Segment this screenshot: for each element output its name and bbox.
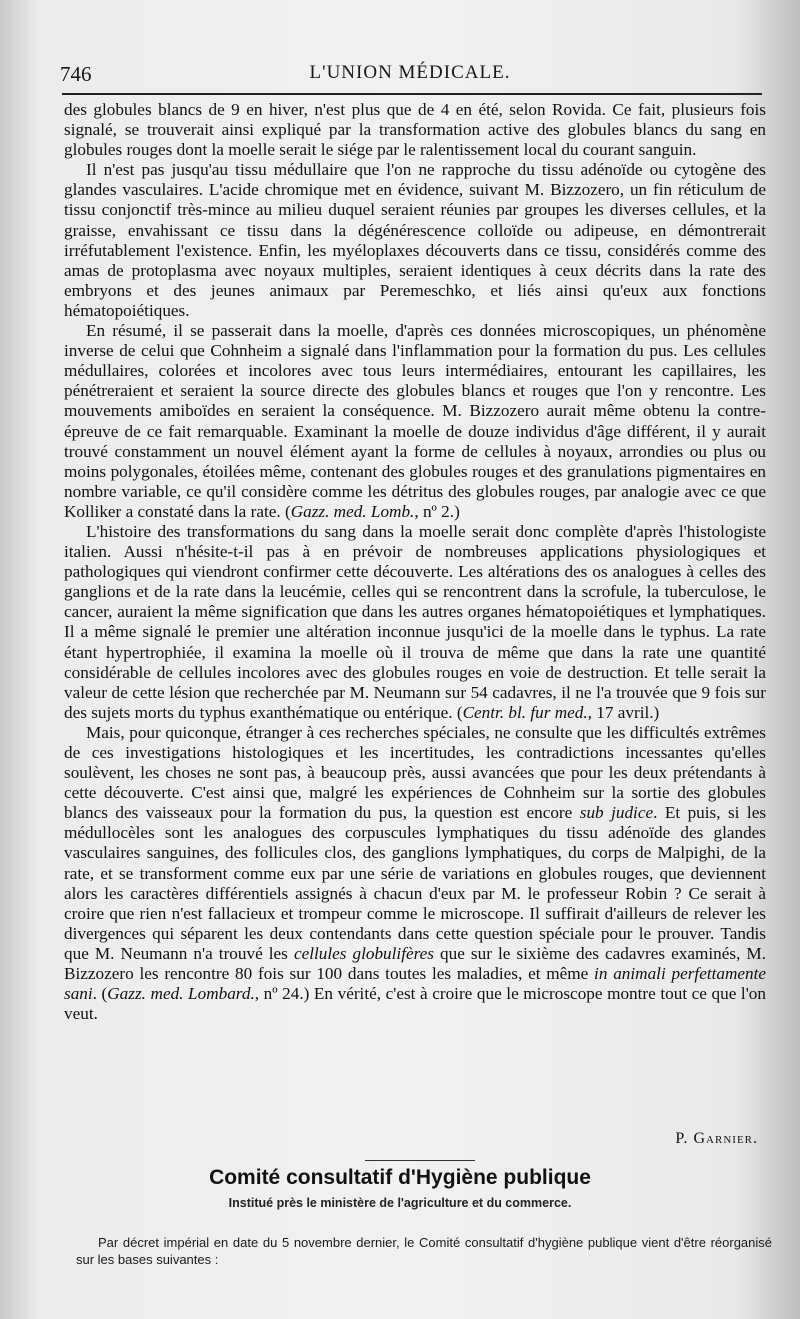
citation-centr-bl: Centr. bl. fur med. bbox=[462, 702, 588, 722]
paragraph-3-end: , nº 2.) bbox=[414, 501, 460, 521]
decree-paragraph: Par décret impérial en date du 5 novembre dernier, le Comité consultatif d'hygiène publique vient d'être réorganisé sur les bases suivantes : bbox=[76, 1235, 772, 1267]
section-subheading: Institué près le ministère de l'agriculture et du commerce. bbox=[228, 1196, 572, 1210]
paragraph-1: des globules blancs de 9 en hiver, n'est plus que de 4 en été, selon Rovida. Ce fait, plusieurs fois signalé, se trouverait ainsi expliqué par la transformation active des globules blancs du sang en globules rouges dont la moelle serait le siége par le ralentissement local du courant sanguin. bbox=[64, 100, 766, 160]
section-heading: Comité consultatif d'Hygiène publique bbox=[209, 1166, 591, 1189]
author-signature: P. Garnier. bbox=[675, 1130, 758, 1147]
paragraph-5-end: , nº 24.) En vérité, c'est à croire que le microscope montre tout ce que l'on veut. bbox=[64, 984, 766, 1024]
paragraph-5-text-4: . ( bbox=[92, 984, 108, 1004]
paragraph-4 bbox=[64, 522, 766, 723]
paragraph-3 bbox=[64, 321, 766, 522]
paragraph-5 bbox=[64, 723, 766, 1024]
paragraph-5-text-2: . Et puis, si les médullocèles sont les analogues des corpuscules lymphatiques du tissu adénoïde des glandes vasculaires sanguines, des follicules clos, des ganglions lymphatiques, du corps de Malpighi, de la rate, et se transforment comme eux par une série de variations en globules rouges, que deviennent alors les caractères différentiels assignés à chacun d'eux par M. le professeur Robin ? Ce serait à croire que rien n'est fallacieux et trompeur comme le microscope. Il suffirait d'ailleurs de relever les divergences qui séparent les deux contendants dans cette question spéciale pour le prouver. Tandis que M. Neumann n'a trouvé les bbox=[64, 803, 767, 963]
paragraph-3-text: En résumé, il se passerait dans la moelle, d'après ces données microscopiques, un phénomène inverse de celui que Cohnheim a signalé dans l'inflammation pour la formation du pus. Les cellules médullaires, colorées et incolores avec tous leurs intermédiaires, entourant les capillaires, les pénétreraient et seraient la source directe des globules blancs et rouges que l'on y rencontre. Les mouvements amiboïdes en seraient la conséquence. M. Bizzozero aurait même obtenu la contre-épreuve de ce fait remarquable. Examinant la moelle de douze individus d'âge différent, il y aurait trouvé constamment un nouvel élément ayant la forme de cellules à noyaux, arrondies ou plus ou moins polygonales, étoilées même, contenant des globules rouges et des granulations pigmentaires en nombre variable, ce qu'il considère comme les détritus des globules rouges, par analogie avec ce que Kolliker a constaté dans la rate. ( bbox=[64, 321, 766, 521]
page-header bbox=[60, 62, 760, 88]
paragraph-4-end: , 17 avril.) bbox=[587, 702, 660, 722]
page-number: 746 bbox=[60, 62, 92, 86]
paragraph-4-text: L'histoire des transformations du sang dans la moelle serait donc complète d'après l'histologiste italien. Aussi n'hésite-t-il pas à en prévoir de nombreuses applications physiologiques et pathologiques qui viendront confirmer cette découverte. Les altérations des os analogues à celles des ganglions et de la rate dans la leucémie, celles qui se rencontrent dans la scrofule, la tuberculose, le cancer, auraient la même signification que dans les autres organes hématopoiétiques et lymphatiques. Il a même signalé le premier une altération inconnue jusqu'ici de la moelle dans le typhus. La rate étant hypertrophiée, il examina la moelle où il trouva de même que dans la rate une quantité considérable de cellules incolores avec des globules rouges en voie de destruction. Et telle serait la valeur de cette lésion que recherchée par M. Neumann sur 54 cadavres, il ne l'a trouvée que 9 fois sur des sujets morts du typhus exanthématique ou entérique. ( bbox=[64, 521, 766, 722]
italic-sub-judice: sub judice bbox=[579, 803, 654, 823]
italic-cellules-globuliferes: cellules globulifères bbox=[293, 943, 434, 963]
paragraph-5-text: Mais, pour quiconque, étranger à ces recherches spéciales, ne consulte que les difficultés extrêmes de ces investigations histologiques et les incertitudes, les contradictions incessantes qu'elles soulèvent, les choses ne sont pas, à beaucoup près, aussi avancées que pour les deux prétendants à cette découverte. C'est ainsi que, malgré les expériences de Cohnheim sur la sortie des globules blancs des vaisseaux pour la formation du pus, la question est encore bbox=[64, 722, 766, 823]
paragraph-2: Il n'est pas jusqu'au tissu médullaire que l'on ne rapproche du tissu adénoïde ou cytogène des glandes vasculaires. L'acide chromique met en évidence, suivant M. Bizzozero, un fin réticulum de tissu conjonctif très-mince au milieu duquel seraient réunies par groupes les diverses cellules, et la graisse, envahissant ce tissu dans la dégénérescence colloïde ou adipeuse, en démontrerait irréfutablement l'existence. Enfin, les myéloplaxes découverts dans ce tissu, considérés comme des amas de protoplasma avec noyaux multiples, seraient identiques à ceux décrits dans la rate des embryons et des jeunes animaux par Peremeschko, et liés ainsi qu'eux aux fonctions hématopoiétiques. bbox=[64, 160, 766, 320]
citation-gazz-med-lomb: Gazz. med. Lomb. bbox=[290, 501, 415, 521]
citation-gazz-med-lombard: Gazz. med. Lombard. bbox=[107, 984, 255, 1004]
italic-in-animali: in animali perfettamente sani bbox=[64, 964, 767, 1004]
paragraph-5-text-3: que sur le sixième des cadavres examinés, M. Bizzozero les rencontre 80 fois sur 100 dans toutes les maladies, et même bbox=[64, 943, 767, 984]
running-title: L'UNION MÉDICALE. bbox=[309, 62, 511, 83]
section-divider bbox=[365, 1160, 475, 1161]
article-body bbox=[64, 100, 766, 1024]
header-rule bbox=[62, 93, 762, 95]
